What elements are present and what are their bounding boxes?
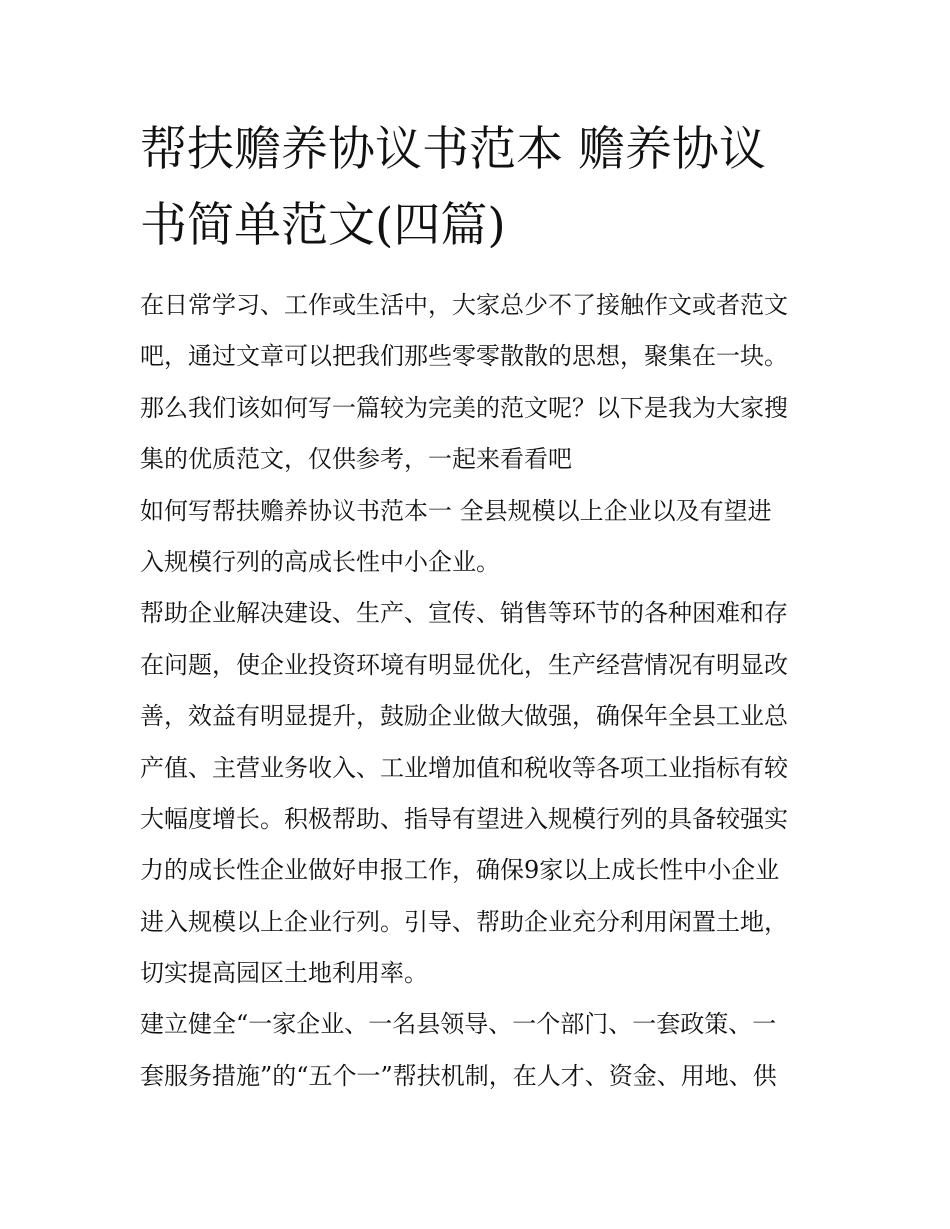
body-line: 入规模行列的高成长性中小企业。 bbox=[140, 547, 500, 576]
body-line: 帮助企业解决建设、生产、宣传、销售等环节的各种困难和存 bbox=[140, 599, 788, 628]
body-line: 在问题，使企业投资环境有明显优化，生产经营情况有明显改 bbox=[140, 650, 788, 679]
body-line: 切实提高园区土地利用率。 bbox=[140, 959, 428, 988]
document-title bbox=[140, 112, 820, 264]
body-line: 套服务措施”的“五个一”帮扶机制，在人才、资金、用地、供 bbox=[140, 1061, 777, 1090]
body-line: 在日常学习、工作或生活中，大家总少不了接触作文或者范文 bbox=[140, 291, 788, 319]
body-line: 建立健全“一家企业、一名县领导、一个部门、一套政策、一 bbox=[140, 1010, 777, 1039]
body-line: 产值、主营业务收入、工业增加值和税收等各项工业指标有较 bbox=[140, 753, 788, 782]
body-line: 大幅度增长。积极帮助、指导有望进入规模行列的具备较强实 bbox=[140, 804, 788, 833]
body-line: 善，效益有明显提升，鼓励企业做大做强，确保年全县工业总 bbox=[140, 702, 788, 731]
title-line: 帮扶赡养协议书范本 赡养协议 bbox=[140, 122, 766, 177]
body-line: 那么我们该如何写一篇较为完美的范文呢？以下是我为大家搜 bbox=[140, 393, 788, 422]
body-line: 吧，通过文章可以把我们那些零零散散的思想，聚集在一块。 bbox=[140, 342, 788, 371]
body-line: 集的优质范文，仅供参考，一起来看看吧 bbox=[140, 445, 572, 474]
body-line: 如何写帮扶赡养协议书范本一 全县规模以上企业以及有望进 bbox=[140, 496, 772, 525]
document-body bbox=[140, 280, 820, 1102]
body-line: 进入规模以上企业行列。引导、帮助企业充分利用闲置土地， bbox=[140, 907, 788, 936]
title-line: 书简单范文(四篇) bbox=[140, 198, 506, 253]
body-line: 力的成长性企业做好申报工作，确保9家以上成长性中小企业 bbox=[140, 856, 780, 885]
